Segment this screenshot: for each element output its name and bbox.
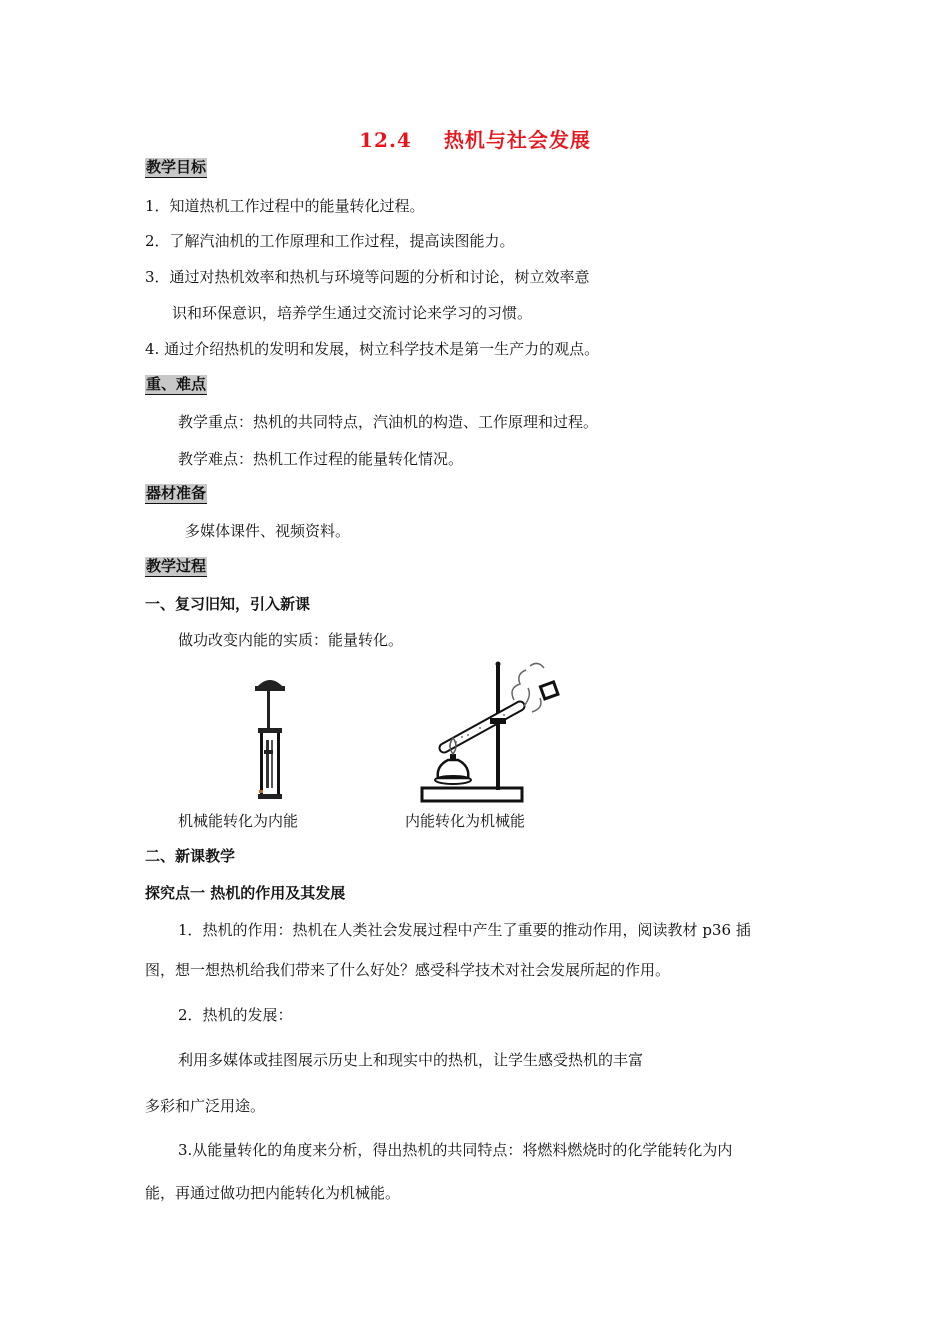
section-keypoints: 重、难点 <box>146 375 207 393</box>
part2-line-1: 1．热机的作用：热机在人类社会发展过程中产生了重要的推动作用，阅读教材 p36 插 <box>178 921 751 939</box>
part2-line-5: 多彩和广泛用途。 <box>145 1097 266 1115</box>
materials-text: 多媒体课件、视频资料。 <box>185 522 351 540</box>
part2-line-3: 2．热机的发展： <box>178 1006 293 1024</box>
piston-compression-figure <box>240 666 300 806</box>
part2-heading: 二、新课教学 <box>145 847 236 865</box>
part2-line-4: 利用多媒体或挂图展示历史上和现实中的热机，让学生感受热机的丰富 <box>178 1051 644 1069</box>
keypoint-focus: 教学重点：热机的共同特点，汽油机的构造、工作原理和过程。 <box>178 413 599 431</box>
caption-internal-to-mechanical: 内能转化为机械能 <box>405 812 526 830</box>
part2-line-6: 3.从能量转化的角度来分析，得出热机的共同特点：将燃料燃烧时的化学能转化为内 <box>178 1141 733 1159</box>
part1-heading: 一、复习旧知，引入新课 <box>145 595 311 613</box>
page-title <box>0 124 950 153</box>
section-process: 教学过程 <box>146 557 207 575</box>
section-materials: 器材准备 <box>146 484 207 502</box>
title-number: 12.4 <box>359 128 412 152</box>
part2-line-2: 图，想一想热机给我们带来了什么好处？感受科学技术对社会发展所起的作用。 <box>145 961 671 979</box>
part1-text: 做功改变内能的实质：能量转化。 <box>178 631 404 649</box>
part2-subheading: 探究点一 热机的作用及其发展 <box>145 884 346 902</box>
goal-3-cont: 识和环保意识，培养学生通过交流讨论来学习的习惯。 <box>172 304 533 322</box>
goal-2: 2．了解汽油机的工作原理和工作过程，提高读图能力。 <box>145 232 515 250</box>
section-goals: 教学目标 <box>146 158 207 176</box>
title-text: 热机与社会发展 <box>443 128 591 152</box>
goal-4: 4. 通过介绍热机的发明和发展，树立科学技术是第一生产力的观点。 <box>145 340 600 358</box>
test-tube-heating-figure <box>420 660 570 806</box>
caption-mechanical-to-internal: 机械能转化为内能 <box>178 812 299 830</box>
goal-1: 1．知道热机工作过程中的能量转化过程。 <box>145 197 425 215</box>
part2-line-7: 能，再通过做功把内能转化为机械能。 <box>145 1184 401 1202</box>
goal-3: 3．通过对热机效率和热机与环境等问题的分析和讨论，树立效率意 <box>145 268 590 286</box>
keypoint-difficulty: 教学难点：热机工作过程的能量转化情况。 <box>178 450 464 468</box>
